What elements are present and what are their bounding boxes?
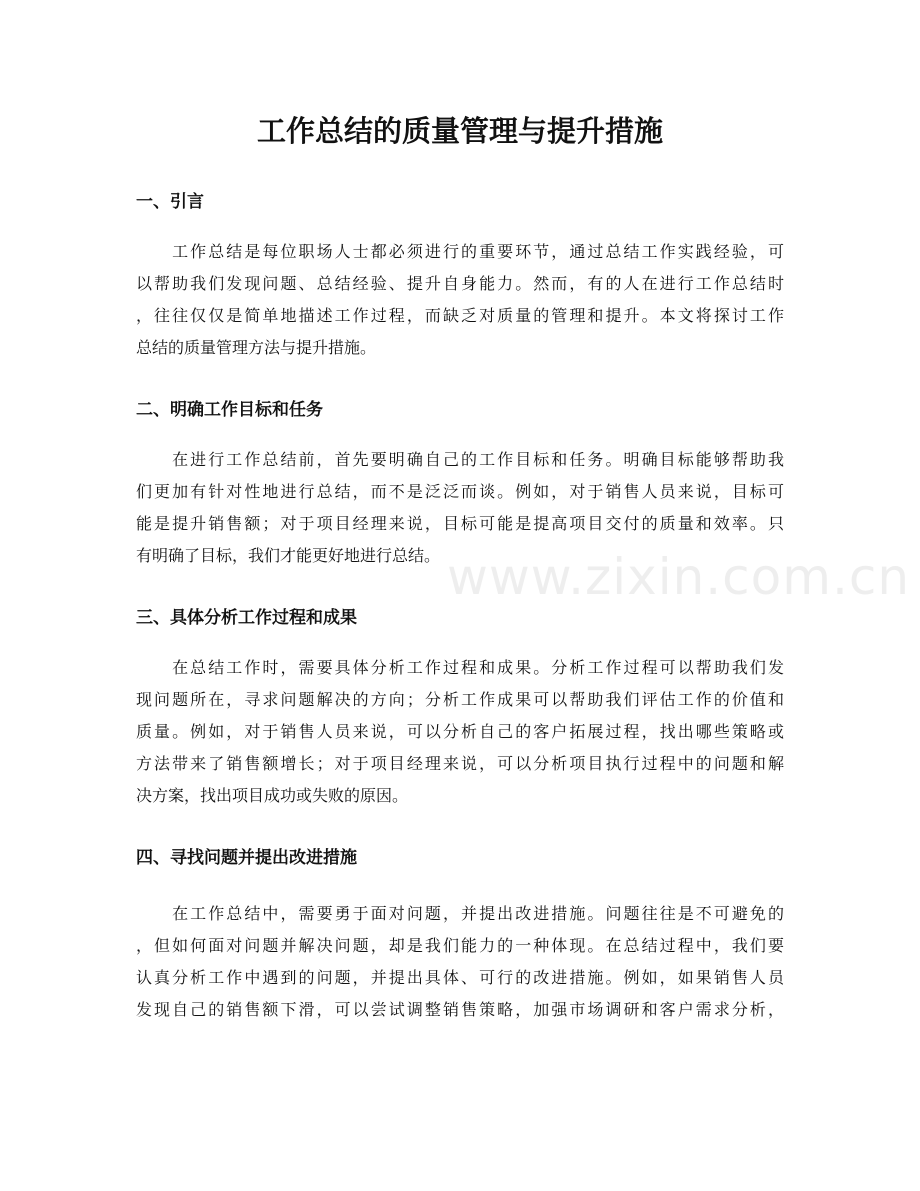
paragraph-line: 决方案，找出项目成功或失败的原因。 bbox=[136, 786, 409, 805]
section-heading-improvement: 四、寻找问题并提出改进措施 bbox=[136, 848, 357, 868]
section-paragraph-analysis bbox=[136, 652, 784, 812]
section-heading-goals: 二、明确工作目标和任务 bbox=[136, 400, 323, 420]
watermark: www.zixin.com.cn bbox=[447, 548, 911, 606]
paragraph-line: 认真分析工作中遇到的问题，并提出具体、可行的改进措施。例如，如果销售人员 bbox=[136, 968, 784, 987]
paragraph-line: 方法带来了销售额增长；对于项目经理来说，可以分析项目执行过程中的问题和解 bbox=[136, 754, 784, 773]
paragraph-line: 现问题所在，寻求问题解决的方向；分析工作成果可以帮助我们评估工作的价值和 bbox=[136, 690, 784, 709]
paragraph-line: 以帮助我们发现问题、总结经验、提升自身能力。然而，有的人在进行工作总结时 bbox=[136, 274, 784, 293]
paragraph-line: 总结的质量管理方法与提升措施。 bbox=[136, 338, 377, 357]
document-title: 工作总结的质量管理与提升措施 bbox=[256, 114, 663, 148]
paragraph-line: 在工作总结中，需要勇于面对问题，并提出改进措施。问题往往是不可避免的 bbox=[136, 904, 784, 923]
paragraph-line: ，但如何面对问题并解决问题，却是我们能力的一种体现。在总结过程中，我们要 bbox=[136, 936, 784, 955]
section-paragraph-improvement bbox=[136, 898, 784, 1026]
paragraph-line: 在进行工作总结前，首先要明确自己的工作目标和任务。明确目标能够帮助我 bbox=[136, 450, 784, 469]
paragraph-line: 质量。例如，对于销售人员来说，可以分析自己的客户拓展过程，找出哪些策略或 bbox=[136, 722, 784, 741]
paragraph-line: 能是提升销售额；对于项目经理来说，目标可能是提高项目交付的质量和效率。只 bbox=[136, 514, 784, 533]
paragraph-line: 工作总结是每位职场人士都必须进行的重要环节，通过总结工作实践经验，可 bbox=[136, 242, 784, 261]
section-heading-analysis: 三、具体分析工作过程和成果 bbox=[136, 608, 357, 628]
paragraph-line: 有明确了目标，我们才能更好地进行总结。 bbox=[136, 546, 441, 565]
section-heading-intro: 一、引言 bbox=[136, 192, 204, 212]
paragraph-line: 发现自己的销售额下滑，可以尝试调整销售策略，加强市场调研和客户需求分析， bbox=[136, 1000, 784, 1019]
section-paragraph-goals bbox=[136, 444, 784, 572]
paragraph-line: ，往往仅仅是简单地描述工作过程，而缺乏对质量的管理和提升。本文将探讨工作 bbox=[136, 306, 784, 325]
paragraph-line: 们更加有针对性地进行总结，而不是泛泛而谈。例如，对于销售人员来说，目标可 bbox=[136, 482, 784, 501]
section-paragraph-intro bbox=[136, 236, 784, 364]
paragraph-line: 在总结工作时，需要具体分析工作过程和成果。分析工作过程可以帮助我们发 bbox=[136, 658, 784, 677]
